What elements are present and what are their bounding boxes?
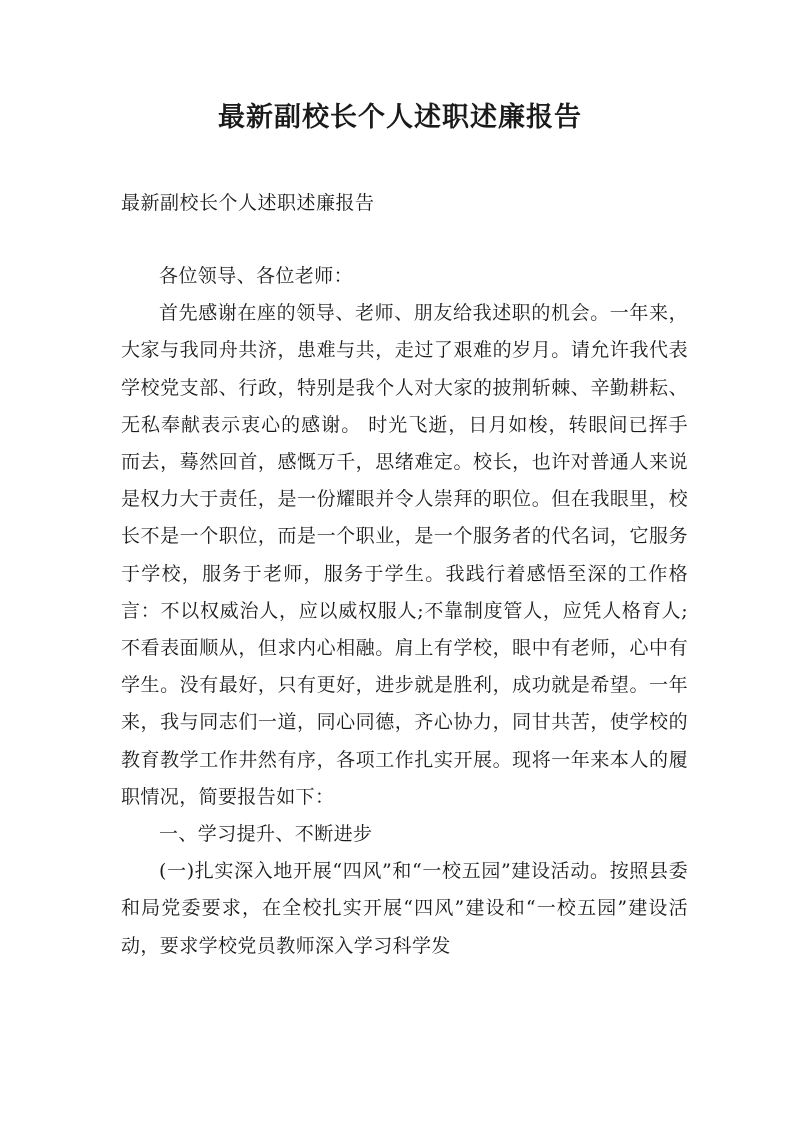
document-title: 最新副校长个人述职述廉报告 (218, 102, 582, 133)
document-body (121, 258, 688, 965)
document-subtitle: 最新副校长个人述职述廉报告 (121, 192, 375, 214)
body-paragraph: 首先感谢在座的领导、老师、朋友给我述职的机会。一年来，大家与我同舟共济，患难与共，走过了艰难的岁月。请允许我代表学校党支部、行政，特别是我个人对大家的披荆斩棘、辛勤耕耘、无私奉献表示衷心的感谢。 时光飞逝，日月如梭，转眼间已挥手而去，蓦然回首，感慨万千，思绪难定。校长，也许对普通人来说是权力大于责任，是一份耀眼并令人崇拜的职位。但在我眼里，校长不是一个职位，而是一个职业，是一个服务者的代名词，它服务于学校，服务于老师，服务于学生。我践行着感悟至深的工作格言：不以权威治人，应以威权服人;不靠制度管人，应凭人格育人;不看表面顺从，但求内心相融。肩上有学校，眼中有老师，心中有学生。没有最好，只有更好，进步就是胜利，成功就是希望。一年来，我与同志们一道，同心同德，齐心协力，同甘共苦，使学校的教育教学工作井然有序，各项工作扎实开展。现将一年来本人的履职情况，简要报告如下： (121, 302, 688, 808)
salutation-paragraph: 各位领导、各位老师： (159, 265, 354, 287)
body-paragraph: (一)扎实深入地开展“四风”和“一校五园”建设活动。按照县委和局党委要求，在全校扎实开展“四风”建设和“一校五园”建设活动，要求学校党员教师深入学习科学发 (121, 860, 688, 957)
section-heading: 一、学习提升、不断进步 (159, 823, 373, 846)
